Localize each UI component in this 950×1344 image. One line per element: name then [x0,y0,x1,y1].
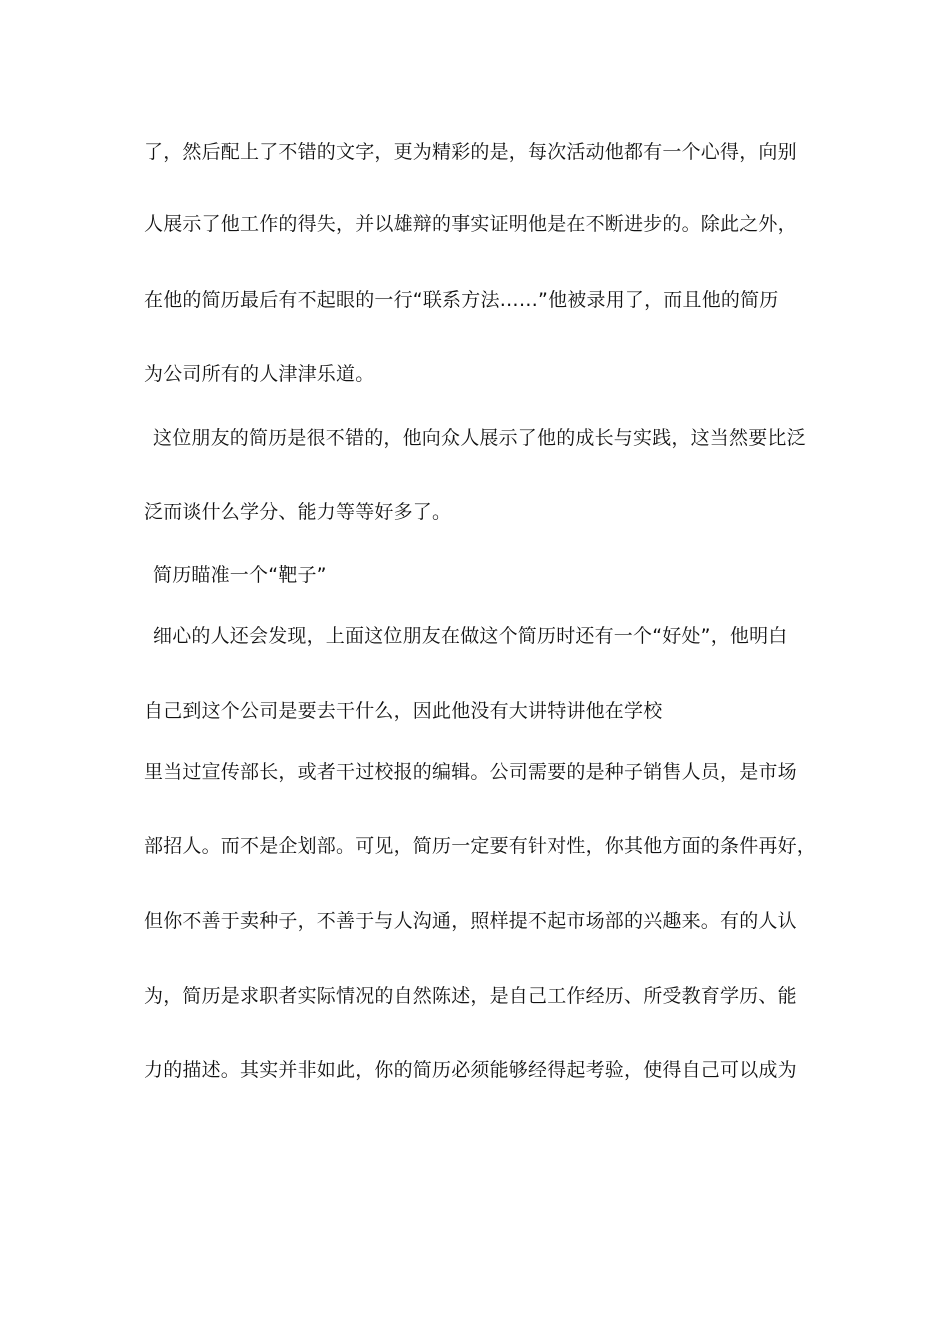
text-line-4: 为公司所有的人津津乐道。 [144,363,375,385]
text-line-3: 在他的简历最后有不起眼的一行“联系方法……”他被录用了，而且他的简历 [144,289,779,311]
text-line-2: 人展示了他工作的得失，并以雄辩的事实证明他是在不断进步的。除此之外， [144,213,797,235]
text-line-11: 部招人。而不是企划部。可见，简历一定要有针对性，你其他方面的条件再好， [144,835,817,857]
text-line-13: 为，简历是求职者实际情况的自然陈述，是自己工作经历、所受教育学历、能 [144,985,797,1007]
text-line-8: 细心的人还会发现，上面这位朋友在做这个简历时还有一个“好处”，他明白 [153,625,788,647]
text-line-12: 但你不善于卖种子，不善于与人沟通，照样提不起市场部的兴趣来。有的人认 [144,910,797,932]
text-line-5: 这位朋友的简历是很不错的，他向众人展示了他的成长与实践，这当然要比泛 [153,427,806,449]
text-line-10: 里当过宣传部长，或者干过校报的编辑。公司需要的是种子销售人员，是市场 [144,761,797,783]
text-line-1: 了，然后配上了不错的文字，更为精彩的是，每次活动他都有一个心得，向别 [144,141,797,163]
section-heading: 简历瞄准一个“靶子” [153,564,327,586]
text-line-9: 自己到这个公司是要去干什么，因此他没有大讲特讲他在学校 [144,700,663,722]
text-line-6: 泛而谈什么学分、能力等等好多了。 [144,501,452,523]
text-line-14: 力的描述。其实并非如此，你的简历必须能够经得起考验，使得自己可以成为 [144,1059,797,1081]
